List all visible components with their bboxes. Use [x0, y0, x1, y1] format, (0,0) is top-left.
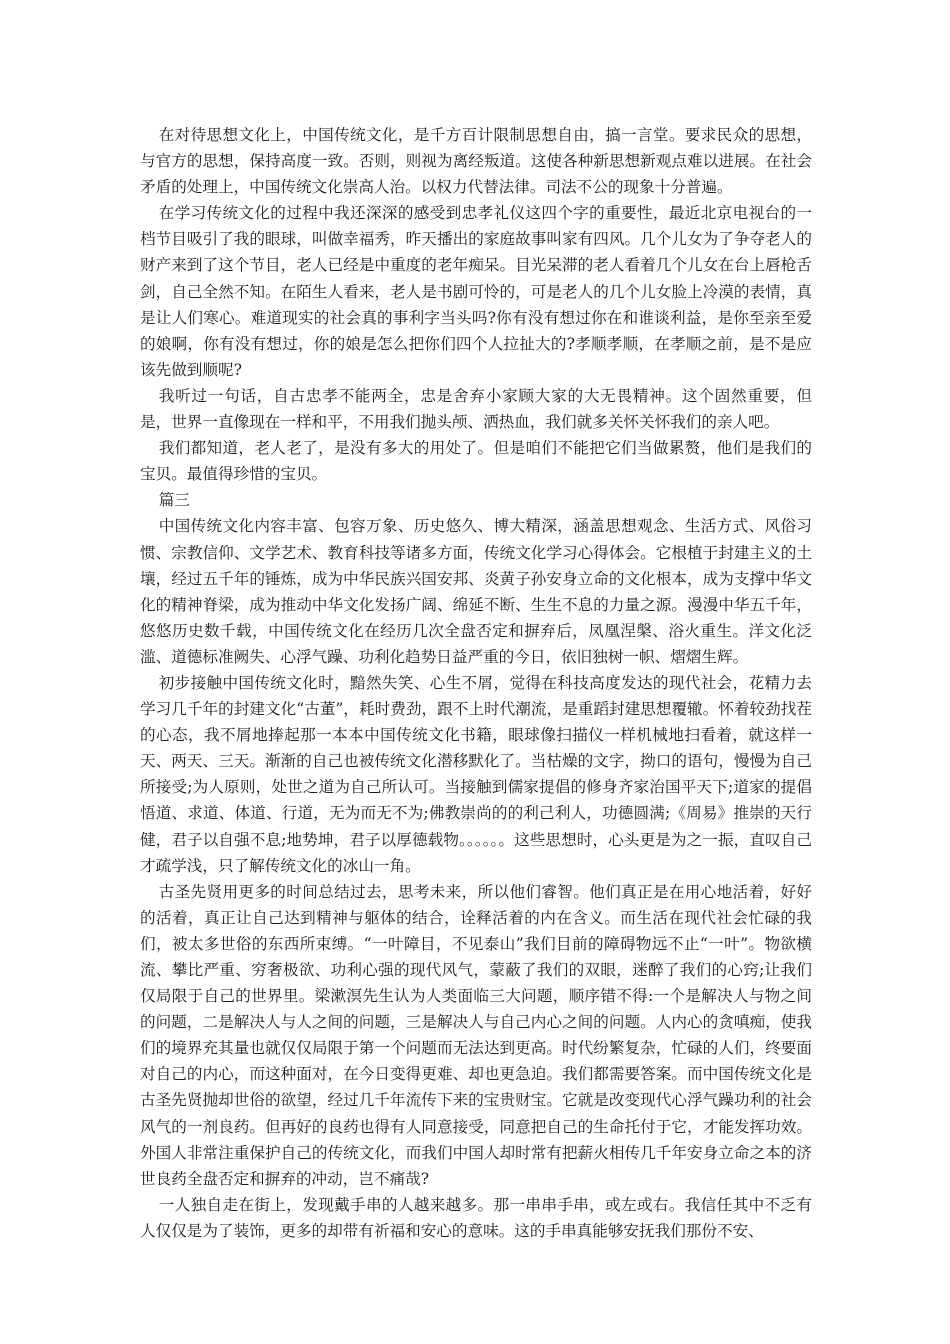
paragraph-bracelets: 一人独自走在街上，发现戴手串的人越来越多。那一串串手串，或左或右。我信任其中不乏有人仅仅是为了装饰，更多的却带有祈福和安心的意味。这的手串真能够安抚我们那份不安、	[140, 1195, 812, 1240]
document-body	[140, 122, 812, 1244]
paragraph-first-contact: 初步接触中国传统文化时，黯然失笑、心生不屑，觉得在科技高度发达的现代社会，花精力去学习几千年的封建文化“古董”，耗时费劲，跟不上时代潮流，是重蹈封建思想覆辙。怀着较劲找茬的心态，我不屑地捧起那一本本中国传统文化书籍，眼球像扫描仪一样机械地扫看着，就这样一天、两天、三天。渐渐的自己也被传统文化潜移默化了。当枯燥的文字，拗口的语句，慢慢为自己所接受;为人原则，处世之道为自己所认可。当接触到儒家提倡的修身齐家治国平天下;道家的提倡悟道、求道、体道、行道，无为而无不为;佛教崇尚的的利己利人，功德圆满;《周易》推崇的天行健，君子以自强不息;地势坤，君子以厚德载物。。。。。。这些思想时，心头更是为之一振，直叹自己才疏学浅，只了解传统文化的冰山一角。	[140, 673, 812, 875]
paragraph-ancient-sages: 古圣先贤用更多的时间总结过去，思考未来，所以他们睿智。他们真正是在用心地活着，好好的活着，真正让自己达到精神与躯体的结合，诠释活着的内在含义。而生活在现代社会忙碌的我们，被太多世俗的东西所束缚。“一叶障目，不见泰山”我们目前的障碍物远不止“一叶”。物欲横流、攀比严重、穷奢极欲、功利心强的现代风气，蒙蔽了我们的双眼，迷醉了我们的心窍;让我们仅局限于自己的世界里。梁漱溟先生认为人类面临三大问题，顺序错不得:一个是解决人与物之间的问题，二是解决人与人之间的问题，三是解决人与自己内心之间的问题。人内心的贪嗔痴，使我们的境界充其量也就仅仅局限于第一个问题而无法达到更高。时代纷繁复杂，忙碌的人们，终要面对自己的内心，而这种面对，在今日变得更难、却也更急迫。我们都需要答案。而中国传统文化是古圣先贤抛却世俗的欲望，经过几千年流传下来的宝贵财宝。它就是改变现代心浮气躁功利的社会风气的一剂良药。但再好的良药也得有人同意接受，同意把自己的生命托付于它，才能发挥功效。外国人非常注重保护自己的传统文化，而我们中国人却时常有把薪火相传几千年安身立命之本的济世良药全盘否定和摒弃的冲动，岂不痛哉?	[140, 882, 812, 1188]
section-heading-part-three: 篇三	[158, 491, 190, 510]
paragraph-loyalty: 我听过一句话，自古忠孝不能两全，忠是舍弃小家顾大家的大无畏精神。这个固然重要，但是，世界一直像现在一样和平，不用我们抛头颅、洒热血，我们就多关怀关怀我们的亲人吧。	[140, 386, 812, 432]
paragraph-elders: 我们都知道，老人老了，是没有多大的用处了。但是咱们不能把它们当做累赘，他们是我们的宝贝。最值得珍惜的宝贝。	[140, 439, 812, 484]
paragraph-culture-overview: 中国传统文化内容丰富、包容万象、历史悠久、博大精深，涵盖思想观念、生活方式、风俗习惯、宗教信仰、文学艺术、教育科技等诸多方面，传统文化学习心得体会。它根植于封建主义的土壤，经过五千年的锤炼，成为中华民族兴国安邦、炎黄子孙安身立命的文化根本，成为支撑中华文化的精神脊梁，成为推动中华文化发扬广阔、绵延不断、生生不息的力量之源。漫漫中华五千年，悠悠历史数千载，中国传统文化在经历几次全盘否定和摒弃后，凤凰涅槃、浴火重生。洋文化泛滥、道德标准阙失、心浮气躁、功利化趋势日益严重的今日，依旧独树一帜、熠熠生辉。	[140, 517, 812, 666]
paragraph-filial-piety: 在学习传统文化的过程中我还深深的感受到忠孝礼仪这四个字的重要性，最近北京电视台的一档节目吸引了我的眼球，叫做幸福秀，昨天播出的家庭故事叫家有四风。几个儿女为了争夺老人的财产来到了这个节目，老人已经是中重度的老年痴呆。目光呆滞的老人看着几个儿女在台上唇枪舌剑，自己全然不知。在陌生人看来，老人是书剧可怜的，可是老人的几个儿女脸上冷漠的表情，真是让人们寒心。难道现实的社会真的事利字当头吗?你有没有想过你在和谁谈利益，是你至亲至爱的娘啊，你有没有想过，你的娘是怎么把你们四个人拉扯大的?孝顺孝顺，在孝顺之前，是不是应该先做到顺呢?	[140, 204, 812, 379]
paragraph-thought-culture: 在对待思想文化上，中国传统文化，是千方百计限制思想自由，搞一言堂。要求民众的思想，与官方的思想，保持高度一致。否则，则视为离经叛道。这使各种新思想新观点难以进展。在社会矛盾的处理上，中国传统文化崇高人治。以权力代替法律。司法不公的现象十分普遍。	[140, 126, 812, 197]
